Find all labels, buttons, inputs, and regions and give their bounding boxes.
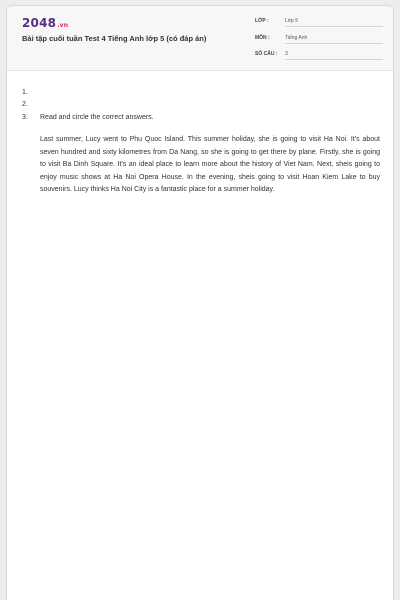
site-logo[interactable]	[22, 16, 68, 30]
question-number-1: 1.	[22, 89, 28, 96]
meta-grade-label: LỚP :	[255, 18, 269, 24]
meta-subject	[255, 34, 383, 45]
reading-passage: Last summer, Lucy went to Phu Quoc Island. This summer holiday, she is going to visit Ha Noi. It's about seven hundred and sixty kilometres from Da Nang, so she is going to get there by plane. Firstly, she is going to visit Ba Dinh Square. It's an ideal place to learn more about the history of Viet Nam. Next, sheis going to enjoy music shows at Ha Noi Opera House. In the evening, sheis going to visit Hoan Kiem Lake to buy souvenirs. Lucy thinks Ha Noi City is a fantastic place for a summer holiday.	[40, 136, 380, 193]
question-number-3: 3.	[22, 114, 28, 121]
meta-question-count	[255, 50, 383, 61]
logo-digits: 2048	[22, 16, 57, 30]
question-3-instruction: Read and circle the correct answers.	[40, 114, 154, 121]
meta-grade-value: Lớp 5	[285, 17, 383, 27]
meta-subject-value: Tiếng Anh	[285, 34, 383, 44]
meta-question-count-value: 3	[285, 50, 383, 60]
question-number-2: 2.	[22, 101, 28, 108]
logo-suffix: .vn	[57, 22, 69, 29]
meta-subject-label: MÔN :	[255, 35, 270, 41]
document-sheet	[6, 5, 394, 600]
meta-grade	[255, 17, 383, 28]
document-header	[7, 6, 394, 71]
document-title: Bài tập cuối tuần Test 4 Tiếng Anh lớp 5 (có đáp án)	[22, 34, 207, 43]
meta-question-count-label: SỐ CÂU :	[255, 51, 278, 57]
